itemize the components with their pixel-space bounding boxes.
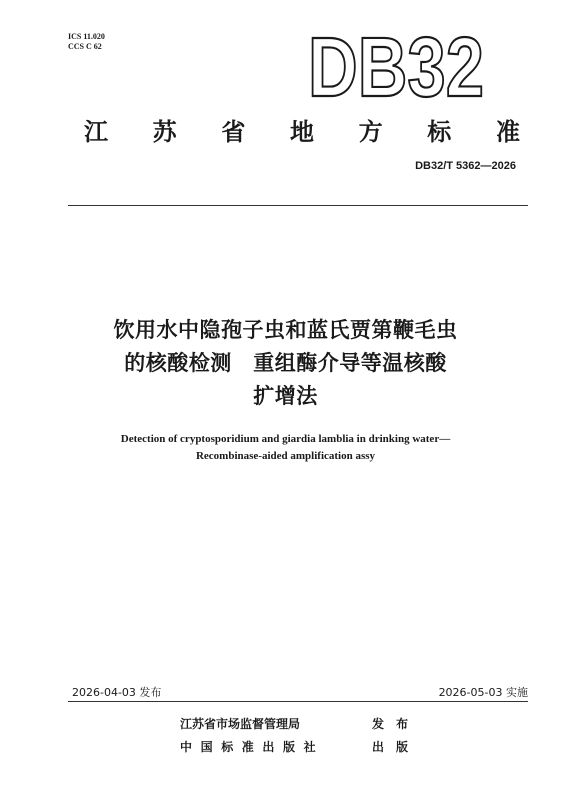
standard-type-char: 苏 — [152, 118, 177, 146]
issuer-block — [180, 713, 420, 759]
standard-type-char: 标 — [427, 118, 452, 146]
standard-type-char: 江 — [84, 118, 108, 146]
press-org: 中国标准出版社 — [180, 740, 325, 754]
release-date: 2026-04-03 发布 — [72, 686, 162, 699]
title-en-line-2: Recombinase-aided amplification assy — [195, 450, 376, 462]
db32-logo — [306, 20, 486, 114]
title-english — [40, 431, 531, 465]
press-action: 出版 — [371, 740, 420, 754]
ccs-code: CCS C 62 — [68, 42, 102, 51]
standard-type-char: 省 — [221, 118, 246, 146]
standard-type-char: 方 — [358, 118, 383, 146]
title-cn-line-2: 的核酸检测 重组酶介导等温核酸 — [124, 351, 447, 375]
db32-logo-graphic — [306, 20, 486, 114]
title-en-line-1: Detection of cryptosporidium and giardia lamblia in drinking water— — [120, 433, 451, 445]
standard-type-char: 准 — [495, 118, 520, 146]
ics-code: ICS 11.020 — [68, 32, 105, 41]
standard-type-char: 地 — [289, 118, 314, 146]
implementation-date: 2026-05-03 实施 — [438, 686, 528, 699]
title-cn-line-1: 饮用水中隐孢子虫和蓝氏贾第鞭毛虫 — [113, 318, 458, 342]
db32-logo-text: DB32 — [308, 20, 484, 114]
issuer-row-press — [180, 736, 420, 759]
standard-type-heading — [84, 112, 520, 147]
standard-number: DB32/T 5362—2026 — [415, 160, 516, 172]
title-chinese — [40, 314, 531, 413]
issuer-action: 发布 — [371, 717, 420, 731]
bottom-divider — [68, 701, 528, 702]
issuer-org: 江苏省市场监督管理局 — [180, 717, 301, 731]
title-cn-line-3: 扩增法 — [253, 384, 318, 408]
top-divider — [68, 205, 528, 206]
issuer-row-publisher — [180, 713, 420, 736]
classification-codes — [68, 32, 105, 52]
